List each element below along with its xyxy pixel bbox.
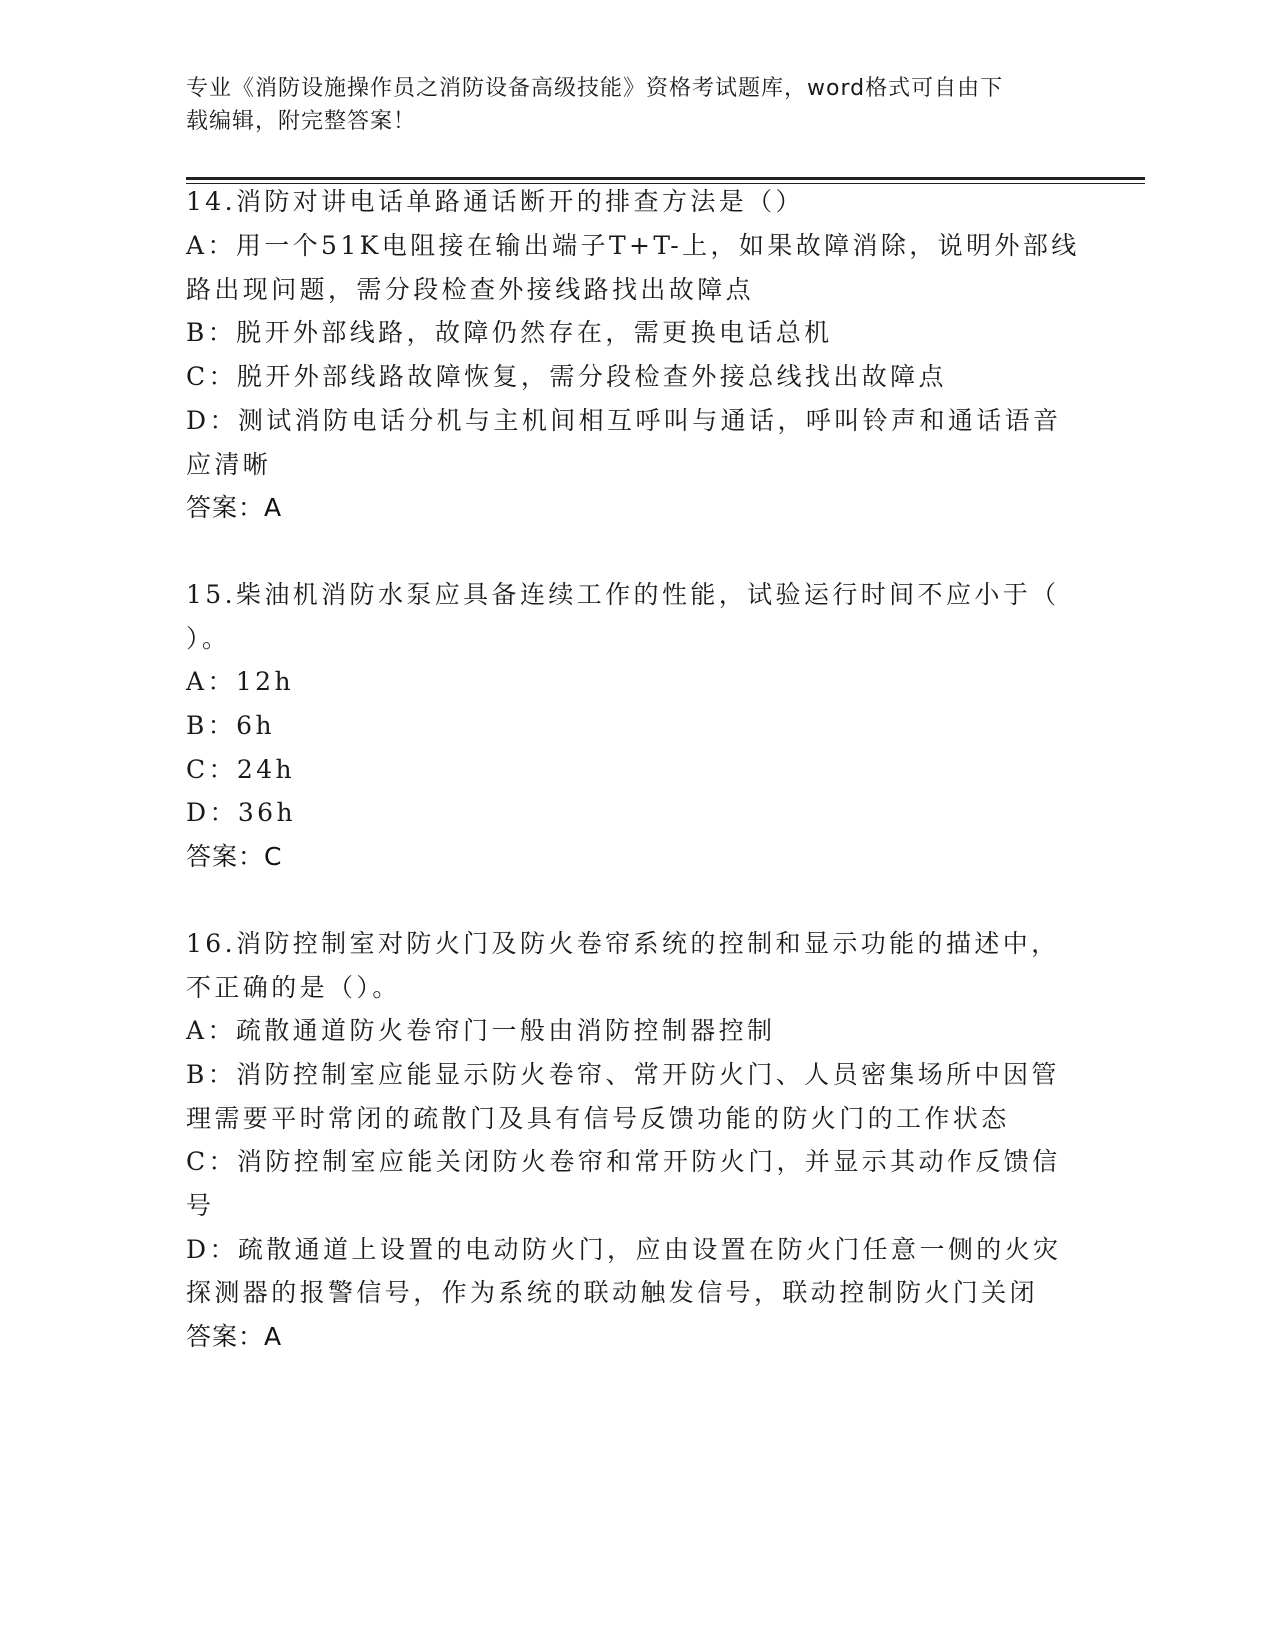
header-divider-thin [186, 183, 1145, 184]
question-14-stem: 14.消防对讲电话单路通话断开的排查方法是（） [186, 187, 804, 216]
question-14-option-a: A：用一个51K电阻接在输出端子T+T-上，如果故障消除，说明外部线 [186, 231, 1080, 260]
question-14-option-d-cont: 应清晰 [186, 450, 272, 479]
question-14-option-c: C：脱开外部线路故障恢复，需分段检查外接总线找出故障点 [186, 362, 947, 391]
question-15-option-d: D：36h [186, 798, 296, 827]
question-15-answer: 答案：C [186, 842, 283, 871]
question-16-option-b-cont: 理需要平时常闭的疏散门及具有信号反馈功能的防火门的工作状态 [186, 1104, 1010, 1133]
question-15-stem: 15.柴油机消防水泵应具备连续工作的性能，试验运行时间不应小于（ [186, 580, 1060, 609]
question-16-option-d-cont: 探测器的报警信号，作为系统的联动触发信号，联动控制防火门关闭 [186, 1278, 1039, 1307]
question-15-option-c: C：24h [186, 755, 296, 784]
header-divider-thick [186, 177, 1145, 180]
question-16-answer: 答案：A [186, 1322, 283, 1351]
question-16-option-c-cont: 号 [186, 1191, 215, 1220]
question-16-option-c: C：消防控制室应能关闭防火卷帘和常开防火门，并显示其动作反馈信 [186, 1147, 1061, 1176]
header-line-1: 专业《消防设施操作员之消防设备高级技能》资格考试题库，word格式可自由下 [186, 76, 1004, 101]
question-15-option-b: B：6h [186, 711, 275, 740]
question-14-option-a-cont: 路出现问题，需分段检查外接线路找出故障点 [186, 275, 755, 304]
document-header [186, 72, 1066, 138]
question-14-option-b: B：脱开外部线路，故障仍然存在，需更换电话总机 [186, 318, 833, 347]
question-16-stem-cont: 不正确的是（）。 [186, 973, 401, 1002]
header-line-2: 载编辑，附完整答案！ [186, 109, 417, 134]
question-15-stem-cont: ）。 [186, 624, 231, 653]
question-14-option-d: D：测试消防电话分机与主机间相互呼叫与通话，呼叫铃声和通话语音 [186, 406, 1062, 435]
question-16-option-b: B：消防控制室应能显示防火卷帘、常开防火门、人员密集场所中因管 [186, 1060, 1060, 1089]
question-15-option-a: A：12h [186, 667, 294, 696]
question-16-option-a: A：疏散通道防火卷帘门一般由消防控制器控制 [186, 1016, 776, 1045]
question-16-stem: 16.消防控制室对防火门及防火卷帘系统的控制和显示功能的描述中， [186, 929, 1060, 958]
question-14-answer: 答案：A [186, 493, 283, 522]
question-16-option-d: D：疏散通道上设置的电动防火门，应由设置在防火门任意一侧的火灾 [186, 1235, 1062, 1264]
